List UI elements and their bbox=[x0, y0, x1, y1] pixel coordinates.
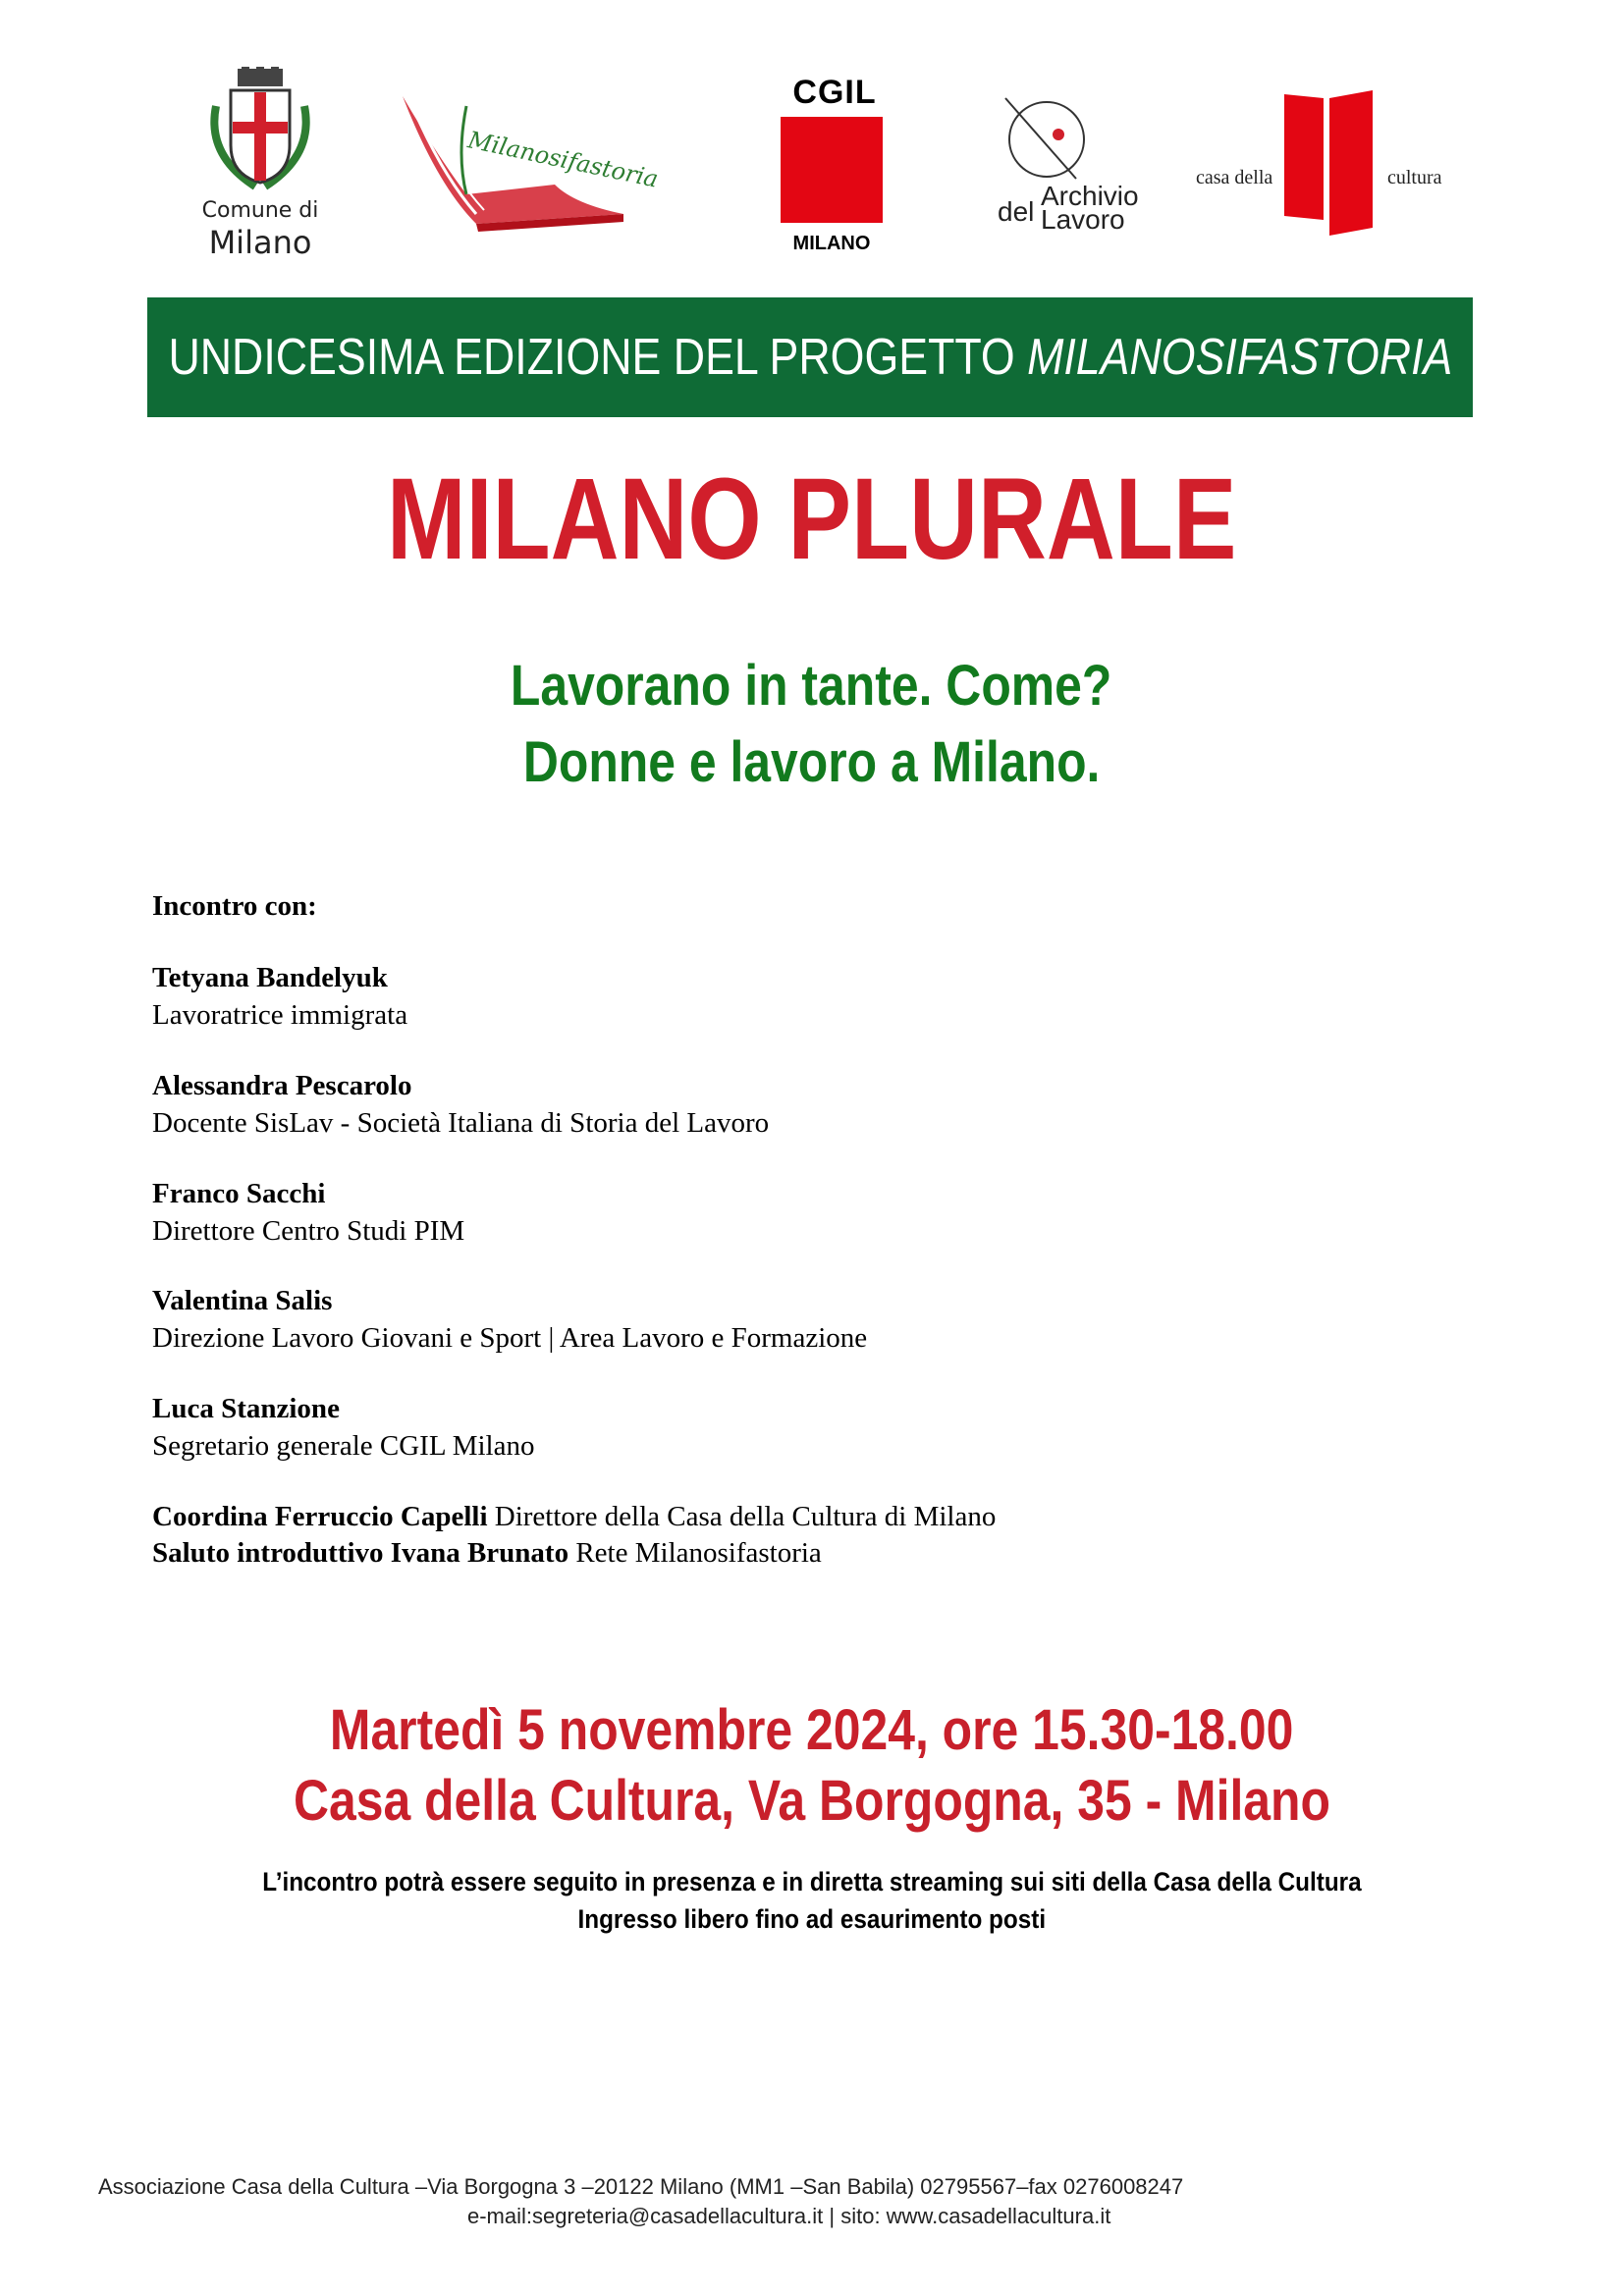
subtitle-line1-text: Lavorano in tante. Come? bbox=[511, 654, 1112, 718]
banner-project-name: MILANOSIFASTORIA bbox=[1026, 329, 1452, 386]
subtitle-line2-text: Donne e lavoro a Milano. bbox=[522, 730, 1101, 794]
casa-della-cultura-logo bbox=[1196, 90, 1461, 238]
intro-text: Incontro con: bbox=[152, 890, 317, 922]
cgil-milano-label: MILANO bbox=[792, 233, 871, 254]
speaker-name: Tetyana Bandelyuk bbox=[152, 962, 388, 993]
coordina-line bbox=[152, 1499, 1429, 1536]
cultura-label: cultura bbox=[1387, 167, 1442, 188]
subtitle-line1 bbox=[0, 654, 1623, 718]
speaker-4 bbox=[152, 1283, 1429, 1357]
comune-di-milano-logo bbox=[187, 67, 334, 263]
speaker-role: Direttore Centro Studi PIM bbox=[152, 1214, 465, 1247]
milano-coat-of-arms-icon bbox=[187, 67, 334, 194]
speaker-role: Direzione Lavoro Giovani e Sport | Area Lavoro e Formazione bbox=[152, 1321, 868, 1354]
event-title bbox=[0, 454, 1623, 584]
archivio-top: Archivio bbox=[1041, 181, 1139, 211]
banner-text: UNDICESIMA EDIZIONE DEL PROGETTO bbox=[168, 329, 1027, 386]
saluto-name: Saluto introduttivo Ivana Brunato bbox=[152, 1537, 569, 1569]
casa-doors-icon bbox=[1284, 90, 1382, 236]
cgil-wordmark: CGIL bbox=[792, 74, 877, 111]
comune-label-line1: Comune di bbox=[201, 198, 319, 223]
event-date bbox=[0, 1698, 1623, 1762]
archivio-del: del bbox=[998, 196, 1035, 227]
event-date-text: Martedì 5 novembre 2024, ore 15.30-18.00 bbox=[329, 1698, 1294, 1762]
entry-note bbox=[0, 1906, 1623, 1933]
speaker-5 bbox=[152, 1391, 1429, 1465]
archivio-del-lavoro-logo bbox=[992, 90, 1159, 238]
speaker-name: Alessandra Pescarolo bbox=[152, 1070, 412, 1101]
event-title-text: MILANO PLURALE bbox=[386, 454, 1237, 584]
speaker-name: Luca Stanzione bbox=[152, 1393, 340, 1424]
comune-label-line2: Milano bbox=[208, 224, 312, 261]
casa-della-label: casa della bbox=[1196, 167, 1273, 188]
saluto-role: Rete Milanosifastoria bbox=[568, 1537, 822, 1569]
cgil-milano-logo bbox=[781, 74, 889, 270]
speaker-3 bbox=[152, 1176, 1429, 1250]
coordina-name: Coordina Ferruccio Capelli bbox=[152, 1501, 488, 1532]
event-place-text: Casa della Cultura, Va Borgogna, 35 - Milano bbox=[293, 1769, 1330, 1833]
milanosifastoria-logo bbox=[398, 77, 702, 243]
archivio-bottom: Lavoro bbox=[1041, 204, 1125, 235]
speaker-1 bbox=[152, 960, 1429, 1034]
edition-banner bbox=[147, 297, 1473, 417]
milanosifastoria-wordmark: Milanosifastoria bbox=[465, 126, 661, 193]
intro-label bbox=[152, 888, 1429, 926]
subtitle-line2 bbox=[0, 730, 1623, 794]
speaker-role: Lavoratrice immigrata bbox=[152, 998, 408, 1031]
footer-address: Associazione Casa della Cultura –Via Borgogna 3 –20122 Milano (MM1 –San Babila) 02795567–fax 0276008247 bbox=[98, 2174, 1184, 2199]
saluto-line bbox=[152, 1535, 1429, 1573]
cgil-red-square bbox=[781, 117, 883, 223]
entry-note-text: Ingresso libero fino ad esaurimento posti bbox=[577, 1904, 1046, 1934]
speaker-role: Docente SisLav - Società Italiana di Storia del Lavoro bbox=[152, 1106, 770, 1139]
speaker-name: Franco Sacchi bbox=[152, 1178, 326, 1209]
streaming-note bbox=[0, 1869, 1623, 1896]
speaker-name: Valentina Salis bbox=[152, 1285, 333, 1316]
speaker-role: Segretario generale CGIL Milano bbox=[152, 1429, 535, 1462]
streaming-note-text: L’incontro potrà essere seguito in presenza e in diretta streaming sui siti della Casa della Cultura bbox=[261, 1867, 1362, 1896]
footer-contacts: e-mail:segreteria@casadellacultura.it | sito: www.casadellacultura.it bbox=[467, 2204, 1111, 2228]
coordina-role: Direttore della Casa della Cultura di Milano bbox=[487, 1501, 997, 1532]
speaker-2 bbox=[152, 1068, 1429, 1142]
archivio-circle-icon bbox=[998, 90, 1096, 188]
event-place bbox=[0, 1769, 1623, 1833]
